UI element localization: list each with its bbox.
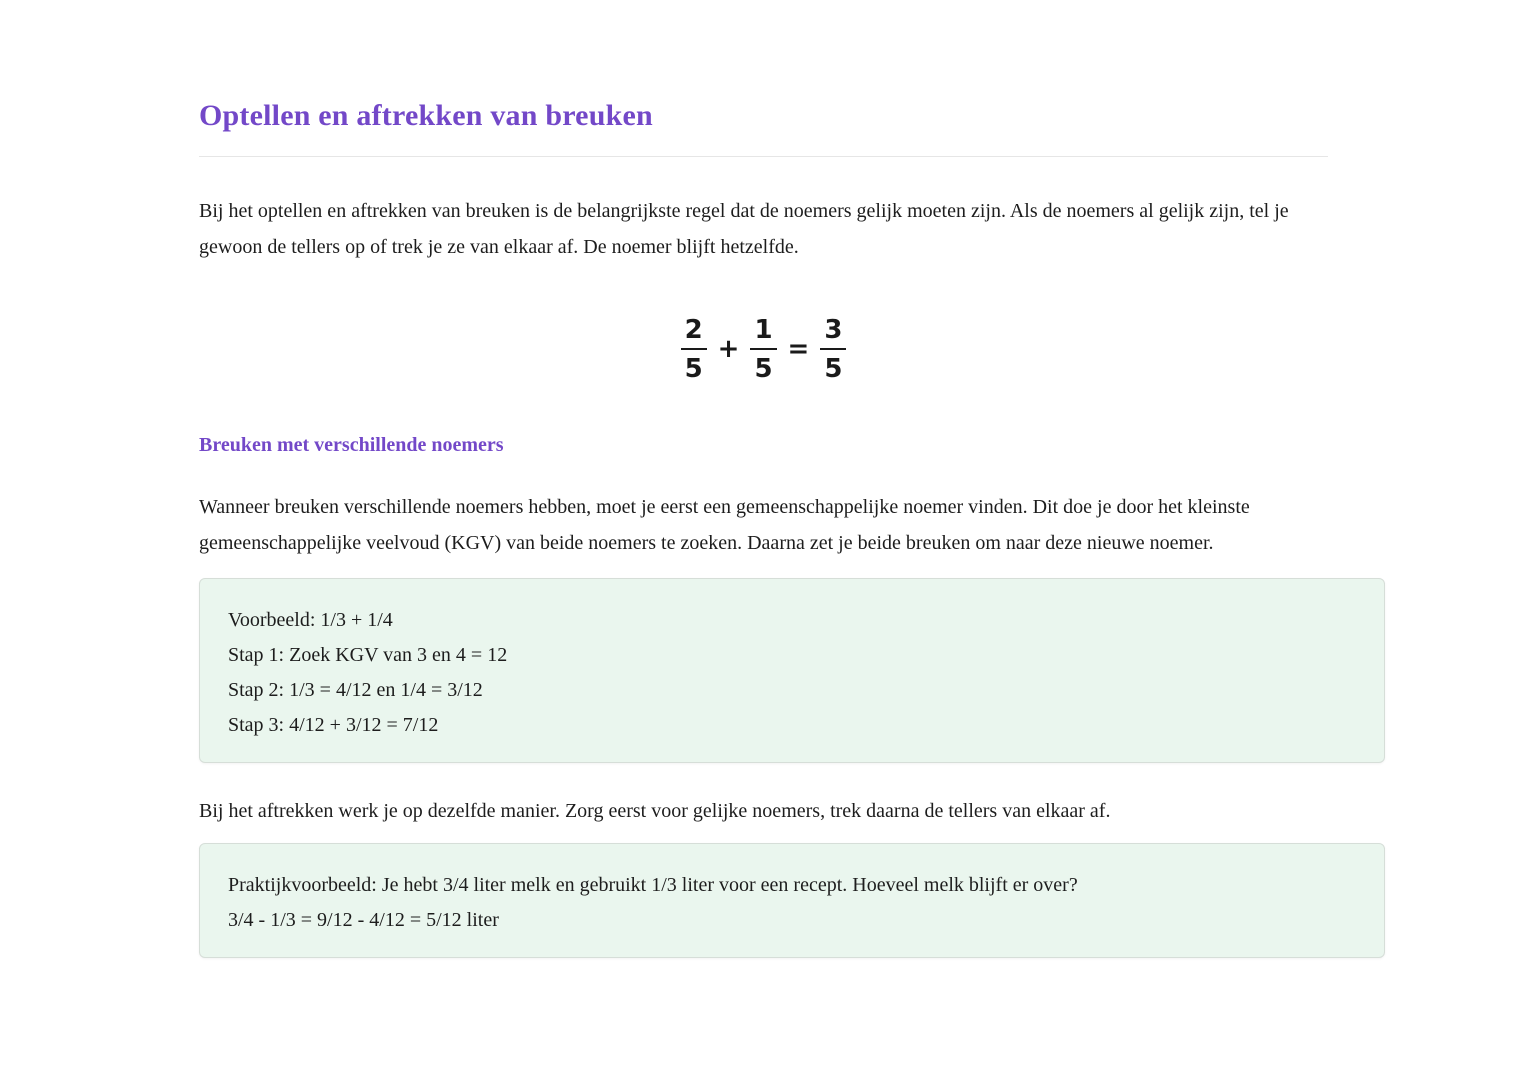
example-line: Stap 3: 4/12 + 3/12 = 7/12 — [228, 714, 439, 736]
fraction-result — [820, 317, 846, 382]
fraction-result-denominator: 5 — [820, 348, 846, 382]
fraction-first — [681, 317, 707, 382]
fraction-second — [750, 317, 776, 382]
subtraction-note-paragraph: Bij het aftrekken werk je op dezelfde manier. Zorg eerst voor gelijke noemers, trek daarna de tellers van elkaar af. — [199, 800, 1111, 822]
example-box — [199, 578, 1385, 763]
example-line: Stap 1: Zoek KGV van 3 en 4 = 12 — [228, 644, 508, 666]
fraction-second-denominator: 5 — [750, 348, 776, 382]
fraction-result-numerator: 3 — [824, 315, 843, 345]
plus-operator: + — [717, 333, 740, 364]
practice-line: Praktijkvoorbeeld: Je hebt 3/4 liter melk en gebruikt 1/3 liter voor een recept. Hoeveel melk blijft er over? — [228, 874, 1078, 896]
practice-box — [199, 843, 1385, 958]
page-title: Optellen en aftrekken van breuken — [199, 99, 653, 132]
equals-operator: = — [787, 333, 810, 364]
fraction-formula — [199, 317, 1328, 382]
example-line: Voorbeeld: 1/3 + 1/4 — [228, 609, 393, 631]
fraction-first-numerator: 2 — [684, 315, 703, 345]
example-line: Stap 2: 1/3 = 4/12 en 1/4 = 3/12 — [228, 679, 483, 701]
title-divider — [199, 156, 1328, 157]
fraction-first-denominator: 5 — [681, 348, 707, 382]
intro-paragraph: Bij het optellen en aftrekken van breuken is de belangrijkste regel dat de noemers gelijk moeten zijn. Als de noemers al gelijk zijn, tel je gewoon de tellers op of trek je ze van elkaar af. De noemer blijft hetzelfde. — [199, 200, 1289, 258]
section-subheading: Breuken met verschillende noemers — [199, 434, 504, 456]
different-denominators-paragraph: Wanneer breuken verschillende noemers hebben, moet je eerst een gemeenschappelijke noemer vinden. Dit doe je door het kleinste gemeenschappelijke veelvoud (KGV) van beide noemers te zoeken. Daarna zet je beide breuken om naar deze nieuwe noemer. — [199, 496, 1250, 554]
article-page — [199, 96, 1385, 958]
fraction-second-numerator: 1 — [754, 315, 773, 345]
practice-line: 3/4 - 1/3 = 9/12 - 4/12 = 5/12 liter — [228, 909, 499, 931]
